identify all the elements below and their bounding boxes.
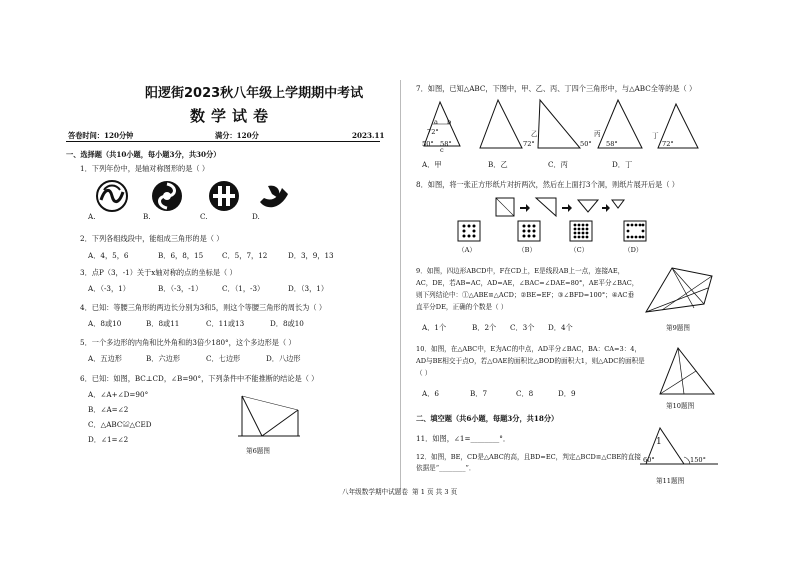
q7-option-d: D．丁: [612, 160, 633, 169]
q2-option-b: B．6，8，15: [158, 251, 204, 260]
q7-side-a: a: [434, 118, 438, 126]
q2-option-a: A．4，5，6: [88, 251, 129, 260]
exam-title: 阳逻街2023秋八年级上学期期中考试: [145, 86, 364, 101]
q6-stem: 6．已知：如图，BC⊥CD，∠B=90°，下列条件中不能推断的结论是（ ）: [80, 374, 319, 383]
q1-option-a: A.: [88, 212, 96, 221]
q4-option-d: D．8或10: [270, 319, 304, 328]
q8-option-c: （C）: [570, 246, 589, 254]
q8-option-b: （B）: [518, 246, 537, 254]
q3-option-d: D．（3，1）: [288, 284, 329, 293]
q3-option-c: C．（1，-3）: [222, 284, 265, 293]
q7-angle-4: 72°: [523, 140, 535, 148]
pattern-a-icon: [458, 221, 480, 241]
footer-title: 八年级数学期中试题卷: [342, 488, 408, 496]
q6-option-d: D．∠1=∠2: [88, 435, 129, 444]
section2-heading: 二、填空题（共6小题，每题3分，共18分）: [416, 414, 559, 423]
subject-title: 数学试卷: [190, 107, 275, 125]
q2-option-d: D．3，9，13: [288, 251, 334, 260]
symbol-c-icon: [209, 181, 239, 211]
q7-angle-7: 72°: [662, 140, 674, 148]
q5-option-d: D．八边形: [266, 354, 301, 363]
q8-option-a: （A）: [458, 246, 476, 254]
q7-angle-5: 50°: [580, 140, 592, 148]
q7-option-c: C．丙: [548, 160, 568, 169]
q11-stem: 11．如图，∠1=________°．: [416, 434, 511, 443]
triangle-bing: [598, 100, 642, 148]
q7-stem: 7．如图，已知△ABC，下图中，甲、乙、丙、丁四个三角形中，与△ABC全等的是（ ）: [416, 84, 697, 93]
triangle-jia: [480, 100, 522, 148]
column-divider: [400, 80, 401, 490]
q9-option-a: A．1个: [422, 323, 447, 332]
q6-caption: 第6题图: [246, 447, 270, 455]
q4-option-c: C．11或13: [206, 319, 245, 328]
q5-option-c: C．七边形: [206, 354, 241, 363]
q5-option-a: A．五边形: [88, 354, 122, 363]
section1-heading: 一、选择题（共10小题，每小题3分，共30分）: [66, 150, 221, 159]
q6-option-c: C．△ABC≌△CED: [88, 420, 152, 429]
q11-angle-150: 150°: [690, 456, 706, 464]
q4-option-b: B．8或11: [146, 319, 180, 328]
q7-label-bing: 丙: [594, 130, 601, 138]
q7-side-c: c: [440, 146, 444, 154]
q9-option-b: B．2个: [472, 323, 497, 332]
q2-stem: 2．下列各组线段中，能组成三角形的是（ ）: [80, 234, 224, 243]
q10-figure: [656, 346, 718, 398]
q8-stem: 8．如图，将一张正方形纸片对折两次，然后在上面打3个洞，则纸片展开后是（ ）: [416, 180, 679, 189]
q11-caption: 第11题图: [656, 477, 685, 485]
pattern-d-icon: [624, 221, 646, 241]
q4-option-a: A．8或10: [88, 319, 122, 328]
q4-stem: 4．已知：等腰三角形的两边长分别为3和5，则这个等腰三角形的周长为（ ）: [80, 303, 327, 312]
q11-angle-60: 60°: [643, 456, 655, 464]
q6-figure: [228, 392, 308, 440]
q9-option-d: D．4个: [548, 323, 573, 332]
footer-page: 第 1 页 共 3 页: [412, 488, 458, 496]
q7-angle-2: 50°: [422, 140, 434, 148]
q10-option-a: A．6: [422, 389, 439, 398]
q1-symbols: [96, 180, 386, 216]
header-rule: [66, 141, 380, 142]
q5-stem: 5．一个多边形的内角和比外角和的3倍少180°，这个多边形是（ ）: [80, 338, 296, 347]
exam-date: 2023.11: [352, 131, 385, 140]
triangle-yi: [538, 100, 580, 148]
pattern-b-icon: [518, 221, 540, 241]
q9-stem: 9．如图，四边形ABCD中，F在CD上，E是线段AB上一点，连接AE，AC，DE，若AB=AC，AD=AE，∠BAC=∠DAE=80°，AE平分∠BAC，则下列结论中：①△ABE≌△ACD；②BE=EF；③∠BFD=100°；④AC垂直平分DE，正确的个数是（ ）: [416, 267, 639, 311]
q7-label-yi: 乙: [531, 130, 538, 138]
q11-figure: [640, 424, 720, 474]
q7-side-b: b: [447, 118, 452, 126]
q9-caption: 第9题图: [666, 324, 690, 332]
q8-folding-steps: [494, 196, 624, 218]
q8-option-d: （D）: [624, 246, 643, 254]
q1-option-d: D.: [252, 212, 260, 221]
q5-option-b: B．六边形: [146, 354, 181, 363]
symbol-b-icon: [152, 181, 182, 211]
q10-option-c: C．8: [516, 389, 534, 398]
q8-answer-patterns: [456, 220, 656, 244]
q7-label-ding: 丁: [652, 132, 659, 140]
q1-option-b: B.: [143, 212, 151, 221]
exam-time: 答卷时间：120分钟: [68, 131, 134, 140]
q3-option-a: A．（-3，1）: [88, 284, 130, 293]
q9-figure: [642, 264, 718, 320]
q3-stem: 3．点P（3，-1）关于x轴对称的点的坐标是（ ）: [80, 268, 237, 277]
symbol-a-icon: [97, 181, 127, 211]
q7-angle-6: 58°: [606, 140, 618, 148]
exam-score: 满分：120分: [215, 131, 259, 140]
q11-mark-1: 1: [656, 437, 662, 447]
q7-option-a: A．甲: [422, 160, 442, 169]
q6-option-b: B．∠A=∠2: [88, 405, 129, 414]
q6-option-a: A．∠A+∠D=90°: [88, 390, 149, 399]
pattern-c-icon: [570, 221, 592, 241]
q7-option-b: B．乙: [488, 160, 508, 169]
q10-option-d: D．9: [558, 389, 576, 398]
q7-angle-1: 72°: [427, 128, 439, 136]
q7-angle-3: 58°: [440, 140, 452, 148]
q12-stem: 12．如图，BE，CD是△ABC的高，且BD=EC，判定△BCD≌△CBE的直接依据是“________”．: [416, 453, 641, 472]
q1-option-c: C.: [200, 212, 208, 221]
symbol-d-icon: [260, 186, 288, 208]
q10-stem: 10．如图，在△ABC中，E为AC的中点，AD平分∠BAC，BA：CA=3：4，AD与BE相交于点O，若△OAE的面积比△BOD的面积大1，则△ADC的面积是（ ）: [416, 345, 645, 377]
q9-option-c: C．3个: [510, 323, 535, 332]
q10-caption: 第10题图: [666, 402, 695, 410]
q1-stem: 1．下列年份中，是轴对称图形的是（ ）: [80, 164, 210, 173]
q3-option-b: B．（-3，-1）: [158, 284, 203, 293]
q10-option-b: B．7: [470, 389, 488, 398]
q2-option-c: C．5，7，12: [222, 251, 268, 260]
